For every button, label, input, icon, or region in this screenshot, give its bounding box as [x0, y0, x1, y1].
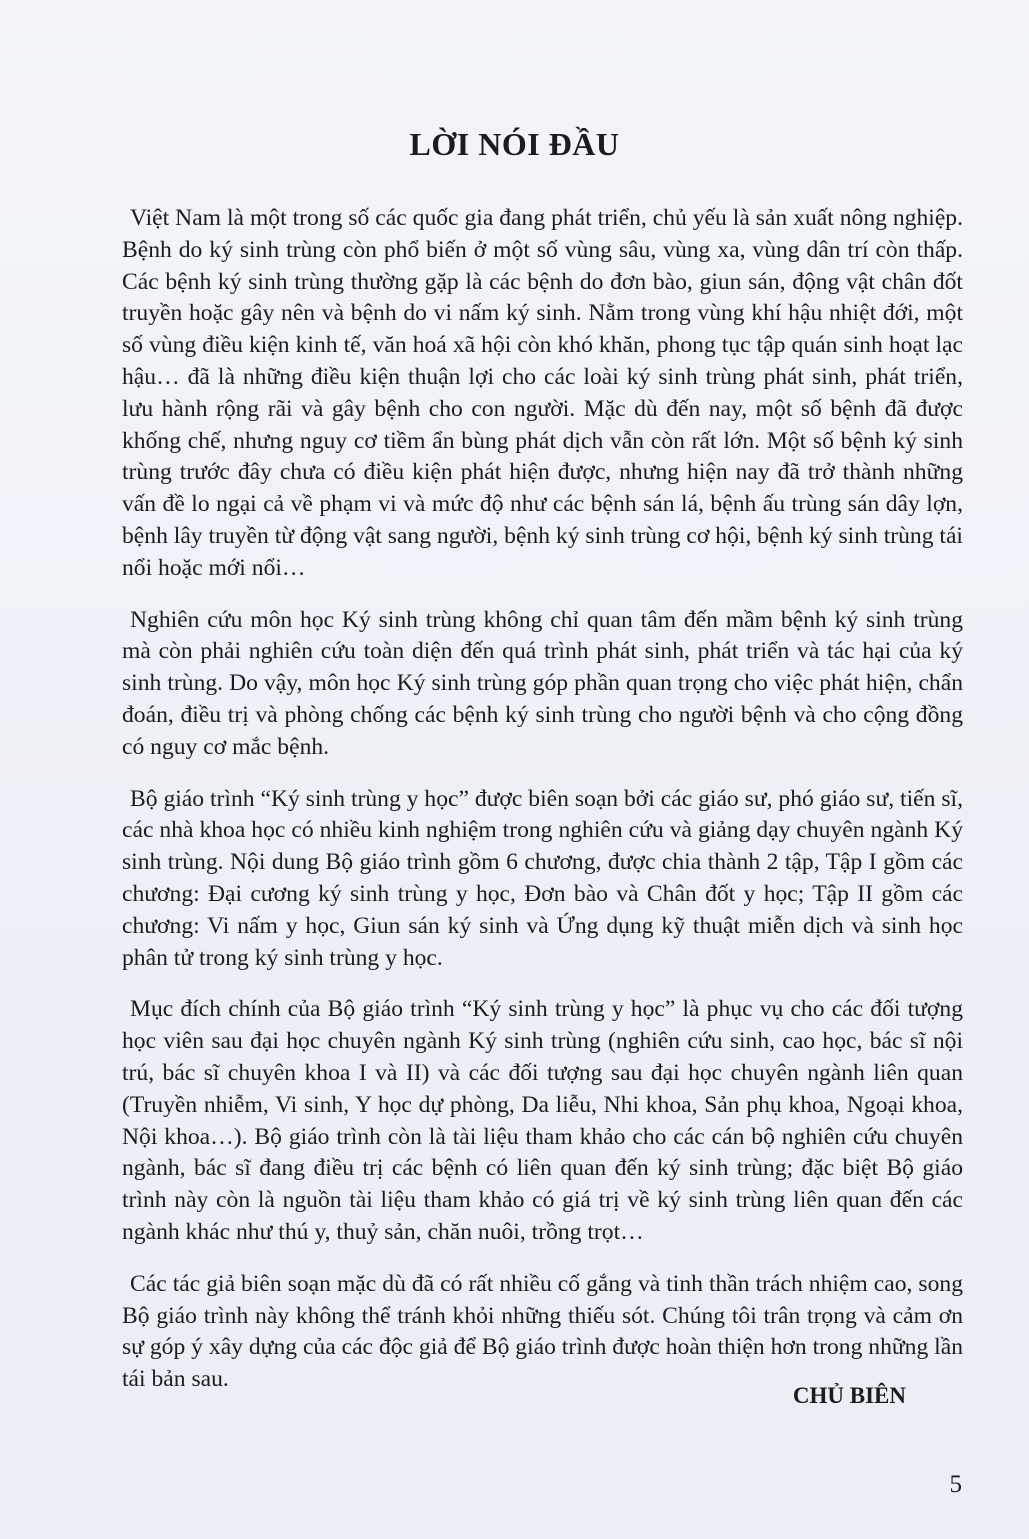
page-number: 5: [949, 1471, 962, 1498]
paragraph-3: Bộ giáo trình “Ký sinh trùng y học” được biên soạn bởi các giáo sư, phó giáo sư, tiến sĩ, các nhà khoa học có nhiều kinh nghiệm trong nghiên cứu và giảng dạy chuyên ngành Ký sinh trùng. Nội dung Bộ giáo trình gồm 6 chương, được chia thành 2 tập, Tập I gồm các chương: Đại cương ký sinh trùng y học, Đơn bào và Chân đốt y học; Tập II gồm các chương: Vi nấm y học, Giun sán ký sinh và Ứng dụng kỹ thuật miễn dịch và sinh học phân tử trong ký sinh trùng y học.: [122, 785, 963, 971]
signature: CHỦ BIÊN: [792, 1383, 906, 1408]
paragraph-1: Việt Nam là một trong số các quốc gia đang phát triển, chủ yếu là sản xuất nông nghiệp. Bệnh do ký sinh trùng còn phổ biến ở một số vùng sâu, vùng xa, vùng dân trí còn thấp. Các bệnh ký sinh trùng thường gặp là các bệnh do đơn bào, giun sán, động vật chân đốt truyền hoặc gây nên và bệnh do vi nấm ký sinh. Nằm trong vùng khí hậu nhiệt đới, một số vùng điều kiện kinh tế, văn hoá xã hội còn khó khăn, phong tục tập quán sinh hoạt lạc hậu… đã là những điều kiện thuận lợi cho các loài ký sinh trùng phát sinh, phát triển, lưu hành rộng rãi và gây bệnh cho con người. Mặc dù đến nay, một số bệnh đã được khống chế, nhưng nguy cơ tiềm ẩn bùng phát dịch vẫn còn rất lớn. Một số bệnh ký sinh trùng trước đây chưa có điều kiện phát hiện được, nhưng hiện nay đã trở thành những vấn đề lo ngại cả về phạm vi và mức độ như các bệnh sán lá, bệnh ấu trùng sán dây lợn, bệnh lây truyền từ động vật sang người, bệnh ký sinh trùng cơ hội, bệnh ký sinh trùng tái nổi hoặc mới nổi…: [122, 205, 963, 581]
paragraph-4: Mục đích chính của Bộ giáo trình “Ký sinh trùng y học” là phục vụ cho các đối tượng học viên sau đại học chuyên ngành Ký sinh trùng (nghiên cứu sinh, cao học, bác sĩ nội trú, bác sĩ chuyên khoa I và II) và các đối tượng sau đại học chuyên ngành liên quan (Truyền nhiễm, Vi sinh, Y học dự phòng, Da liễu, Nhi khoa, Sản phụ khoa, Ngoại khoa, Nội khoa…). Bộ giáo trình còn là tài liệu tham khảo cho các cán bộ nghiên cứu chuyên ngành, bác sĩ đang điều trị các bệnh có liên quan đến ký sinh trùng; đặc biệt Bộ giáo trình này còn là nguồn tài liệu tham khảo có giá trị về ký sinh trùng liên quan đến các ngành khác như thú y, thuỷ sản, chăn nuôi, trồng trọt…: [122, 996, 963, 1245]
paragraph-2: Nghiên cứu môn học Ký sinh trùng không chỉ quan tâm đến mầm bệnh ký sinh trùng mà còn phải nghiên cứu toàn diện đến quá trình phát sinh, phát triển và tác hại của ký sinh trùng. Do vậy, môn học Ký sinh trùng góp phần quan trọng cho việc phát hiện, chẩn đoán, điều trị và phòng chống các bệnh ký sinh trùng cho người bệnh và cho cộng đồng có nguy cơ mắc bệnh.: [122, 606, 963, 760]
page-title: LỜI NÓI ĐẦU: [409, 126, 620, 162]
paragraph-5: Các tác giả biên soạn mặc dù đã có rất nhiều cố gắng và tinh thần trách nhiệm cao, song Bộ giáo trình này không thể tránh khỏi những thiếu sót. Chúng tôi trân trọng và cảm ơn sự góp ý xây dựng của các độc giả để Bộ giáo trình được hoàn thiện hơn trong những lần tái bản sau.: [122, 1270, 963, 1393]
body-text: [122, 203, 963, 1416]
